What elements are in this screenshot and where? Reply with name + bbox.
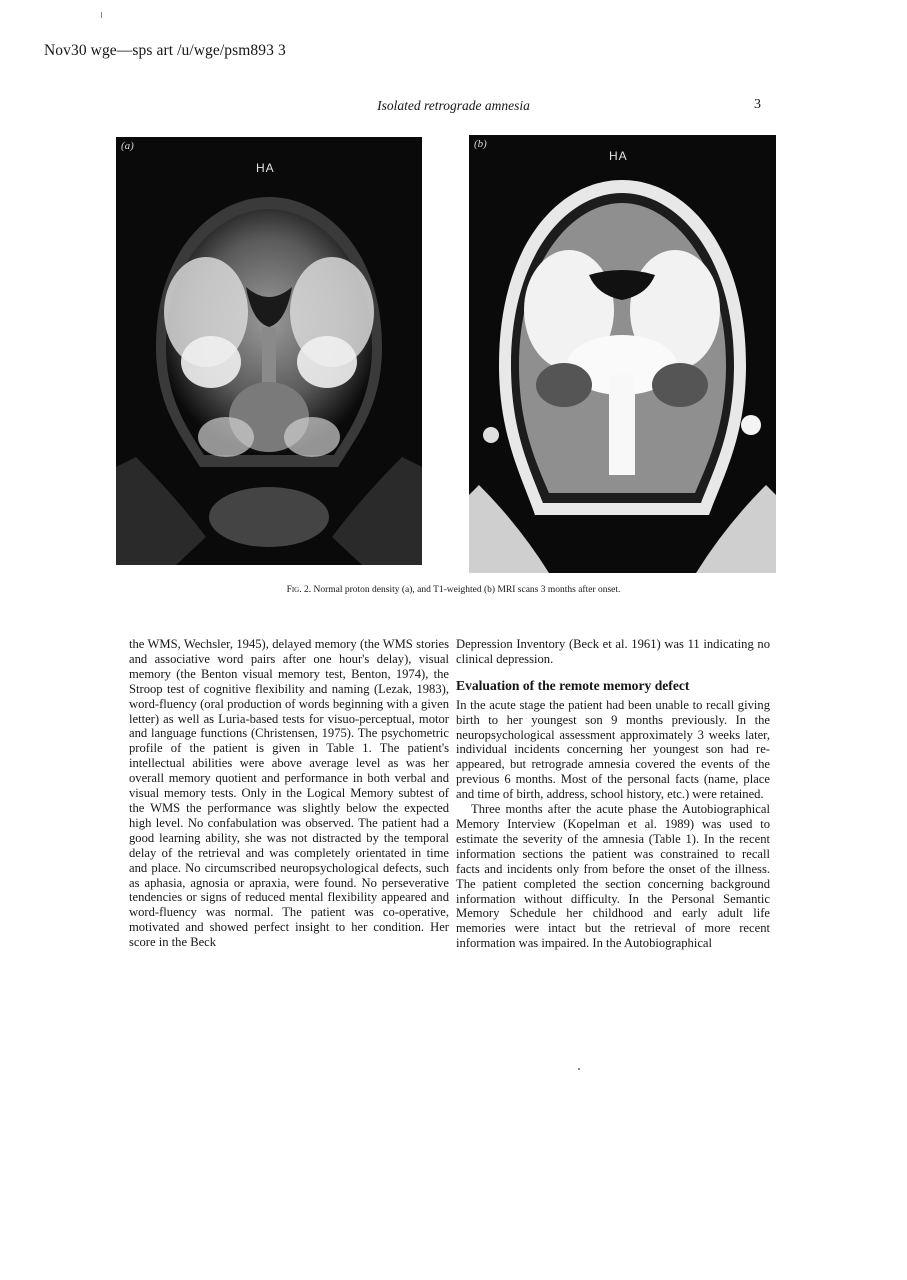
figure-caption-label: Fig. 2. <box>286 585 312 595</box>
figure-caption-text: Normal proton density (a), and T1-weighted (b) MRI scans 3 months after onset. <box>313 585 621 595</box>
right-column <box>456 637 770 951</box>
mri-panel-a <box>116 137 422 565</box>
mri-image-a <box>116 137 422 565</box>
margin-speck <box>101 12 102 18</box>
panel-label-a: HA <box>256 161 275 175</box>
mri-panel-b <box>469 135 776 573</box>
margin-speck <box>578 1068 580 1070</box>
mri-image-b <box>469 135 776 573</box>
section-heading: Evaluation of the remote memory defect <box>456 677 690 693</box>
body-paragraph-continued: Depression Inventory (Beck et al. 1961) was 11 indicating no clinical depression. <box>456 637 770 666</box>
panel-label-b: HA <box>609 149 628 163</box>
panel-letter-b: (b) <box>474 138 487 150</box>
running-head: Isolated retrograde amnesia <box>377 98 530 113</box>
left-column <box>129 637 449 950</box>
figure-caption <box>0 585 907 595</box>
body-paragraph: the WMS, Wechsler, 1945), delayed memory (the WMS stories and associative word pairs after one hour's delay), visual memory (the Benton visual memory test, Benton, 1974), the Stroop test of cognitive flexibility and naming (Lezak, 1983), word-fluency (oral production of words beginning with a given letter) as well as Luria-based tests for visuo-perceptual, motor and language functions (Christensen, 1975). The psychometric profile of the patient is given in Table 1. The patient's intellectual abilities were above average level as was her overall memory quotient and performance in both verbal and visual memory tests. Only in the Logical Memory subtest of the WMS the performance was slightly below the expected high level. No confabulation was observed. The patient had a good learning ability, she was not distracted by the temporal delay of the retrieval and was completely orientated in time and place. No circumscribed neuropsychological defects, such as aphasia, agnosia or apraxia, were found. No perseverative tendencies or signs of reduced mental flexibility appeared and word-fluency was normal. The patient was co-operative, motivated and showed perfect insight to her condition. Her score in the Beck <box>129 637 449 950</box>
body-paragraph: In the acute stage the patient had been unable to recall giving birth to her youngest son 9 months previously. In the neuropsychological assessment approximately 3 weeks later, individual incidents concerning her youngest son had re-appeared, but retrograde amnesia covered the events of the previous 6 months. Most of the personal facts (name, place and time of birth, address, school history, etc.) were retained. <box>456 697 770 802</box>
page-number: 3 <box>754 97 761 112</box>
body-paragraph: Three months after the acute phase the Autobiographical Memory Interview (Kopelman et al. 1989) was used to estimate the severity of the amnesia (Table 1). In the recent information sections the patient was constrained to recall facts and incidents only from before the onset of the illness. The patient completed the section concerning background information without difficulty. In the Personal Semantic Memory Schedule her childhood and early adult life memories were intact but the retrieval of more recent information was impaired. In the Autobiographical <box>456 802 770 951</box>
panel-letter-a: (a) <box>121 140 134 152</box>
print-header: Nov30 wge—sps art /u/wge/psm893 3 <box>44 42 286 59</box>
